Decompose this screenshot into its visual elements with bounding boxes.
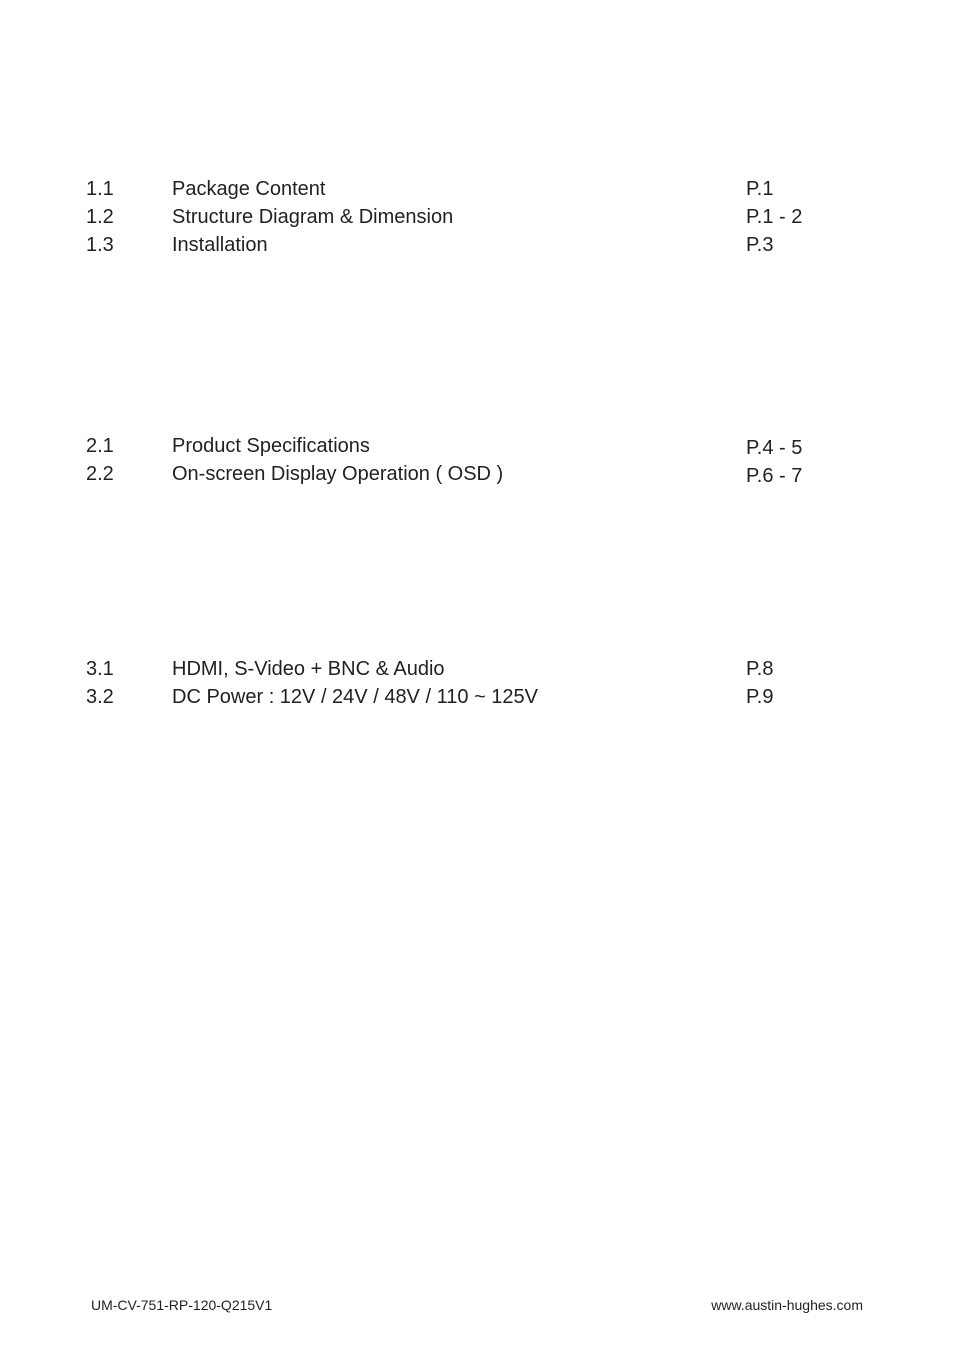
toc-entry-page: P.3 <box>746 234 774 256</box>
toc-entry <box>0 433 954 459</box>
toc-entry-title: DC Power : 12V / 24V / 48V / 110 ~ 125V <box>172 686 538 708</box>
toc-entry <box>0 684 954 710</box>
toc-entry-title: Product Specifications <box>172 435 370 457</box>
toc-entry-page: P.6 - 7 <box>746 465 803 487</box>
toc-entry-page: P.4 - 5 <box>746 437 803 459</box>
toc-entry-number: 2.2 <box>86 463 114 485</box>
toc-entry-title: On-screen Display Operation ( OSD ) <box>172 463 504 485</box>
toc-entry <box>0 656 954 682</box>
toc-entry-page: P.1 <box>746 178 774 200</box>
toc-entry-page: P.8 <box>746 658 774 680</box>
toc-entry-number: 1.1 <box>86 178 114 200</box>
website-link[interactable]: www.austin-hughes.com <box>711 1297 863 1313</box>
toc-entry-title: HDMI, S-Video + BNC & Audio <box>172 658 445 680</box>
toc-entry-title: Installation <box>172 234 268 256</box>
toc-entry-page: P.9 <box>746 686 774 708</box>
toc-entry-title: Structure Diagram & Dimension <box>172 206 454 228</box>
toc-entry-title: Package Content <box>172 178 326 200</box>
toc-entry <box>0 461 954 487</box>
toc-entry-page: P.1 - 2 <box>746 206 803 228</box>
document-code: UM-CV-751-RP-120-Q215V1 <box>91 1297 273 1313</box>
toc-entry <box>0 204 954 230</box>
toc-entry-number: 2.1 <box>86 435 114 457</box>
toc-entry <box>0 176 954 202</box>
toc-entry <box>0 232 954 258</box>
toc-entry-number: 3.1 <box>86 658 114 680</box>
toc-entry-number: 1.3 <box>86 234 114 256</box>
toc-entry-number: 1.2 <box>86 206 114 228</box>
toc-entry-number: 3.2 <box>86 686 114 708</box>
